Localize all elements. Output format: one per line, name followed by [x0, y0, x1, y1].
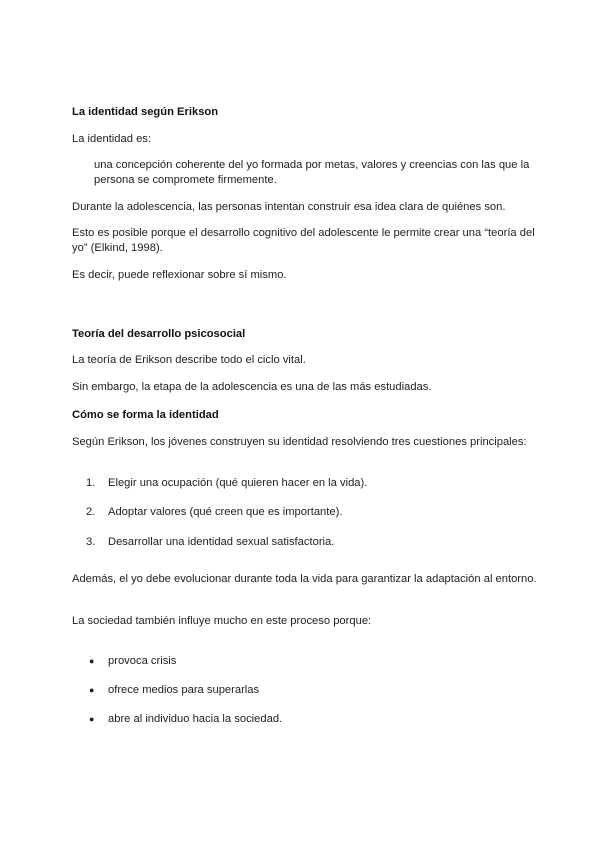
list-item-text: Adoptar valores (qué creen que es importante). — [108, 506, 343, 518]
paragraph: Es decir, puede reflexionar sobre sí mismo. — [72, 269, 287, 281]
bullet-icon: ● — [89, 714, 95, 724]
heading-como-se-forma: Cómo se forma la identidad — [72, 409, 219, 421]
list-marker: 1. — [86, 477, 96, 489]
list-item — [0, 505, 600, 520]
bullet-icon: ● — [89, 685, 95, 695]
bullet-item-text: provoca crisis — [108, 655, 177, 667]
paragraph: Durante la adolescencia, las personas intentan construir esa idea clara de quiénes son. — [72, 201, 506, 213]
paragraph-intro: Según Erikson, los jóvenes construyen su identidad resolviendo tres cuestiones principales: — [72, 436, 527, 448]
bullet-icon: ● — [89, 656, 95, 666]
list-marker: 2. — [86, 506, 96, 518]
paragraph: Sin embargo, la etapa de la adolescencia es una de las más estudiadas. — [72, 381, 432, 393]
list-item — [0, 535, 600, 550]
list-item-text: Desarrollar una identidad sexual satisfactoria. — [108, 536, 335, 548]
list-marker: 3. — [86, 536, 96, 548]
bullet-item — [0, 712, 600, 727]
heading-teoria: Teoría del desarrollo psicosocial — [72, 328, 246, 340]
bullet-item — [0, 683, 600, 698]
list-item-text: Elegir una ocupación (qué quieren hacer en la vida). — [108, 477, 368, 489]
block-quote: una concepción coherente del yo formada por metas, valores y creencias con las que la persona se compromete firmemente. — [94, 159, 530, 186]
paragraph: La teoría de Erikson describe todo el ciclo vital. — [72, 354, 306, 366]
bullet-item-text: abre al individuo hacia la sociedad. — [108, 713, 283, 725]
paragraph-intro: La identidad es: — [72, 133, 151, 145]
bullet-item-text: ofrece medios para superarlas — [108, 684, 260, 696]
paragraph: Además, el yo debe evolucionar durante toda la vida para garantizar la adaptación al entorno. — [72, 573, 537, 585]
list-item — [0, 476, 600, 491]
paragraph: Esto es posible porque el desarrollo cognitivo del adolescente le permite crear una “teoría del yo” (Elkind, 1998). — [72, 227, 535, 254]
heading-identidad: La identidad según Erikson — [72, 106, 219, 118]
paragraph: La sociedad también influye mucho en este proceso porque: — [72, 615, 372, 627]
bullet-item — [0, 654, 600, 669]
